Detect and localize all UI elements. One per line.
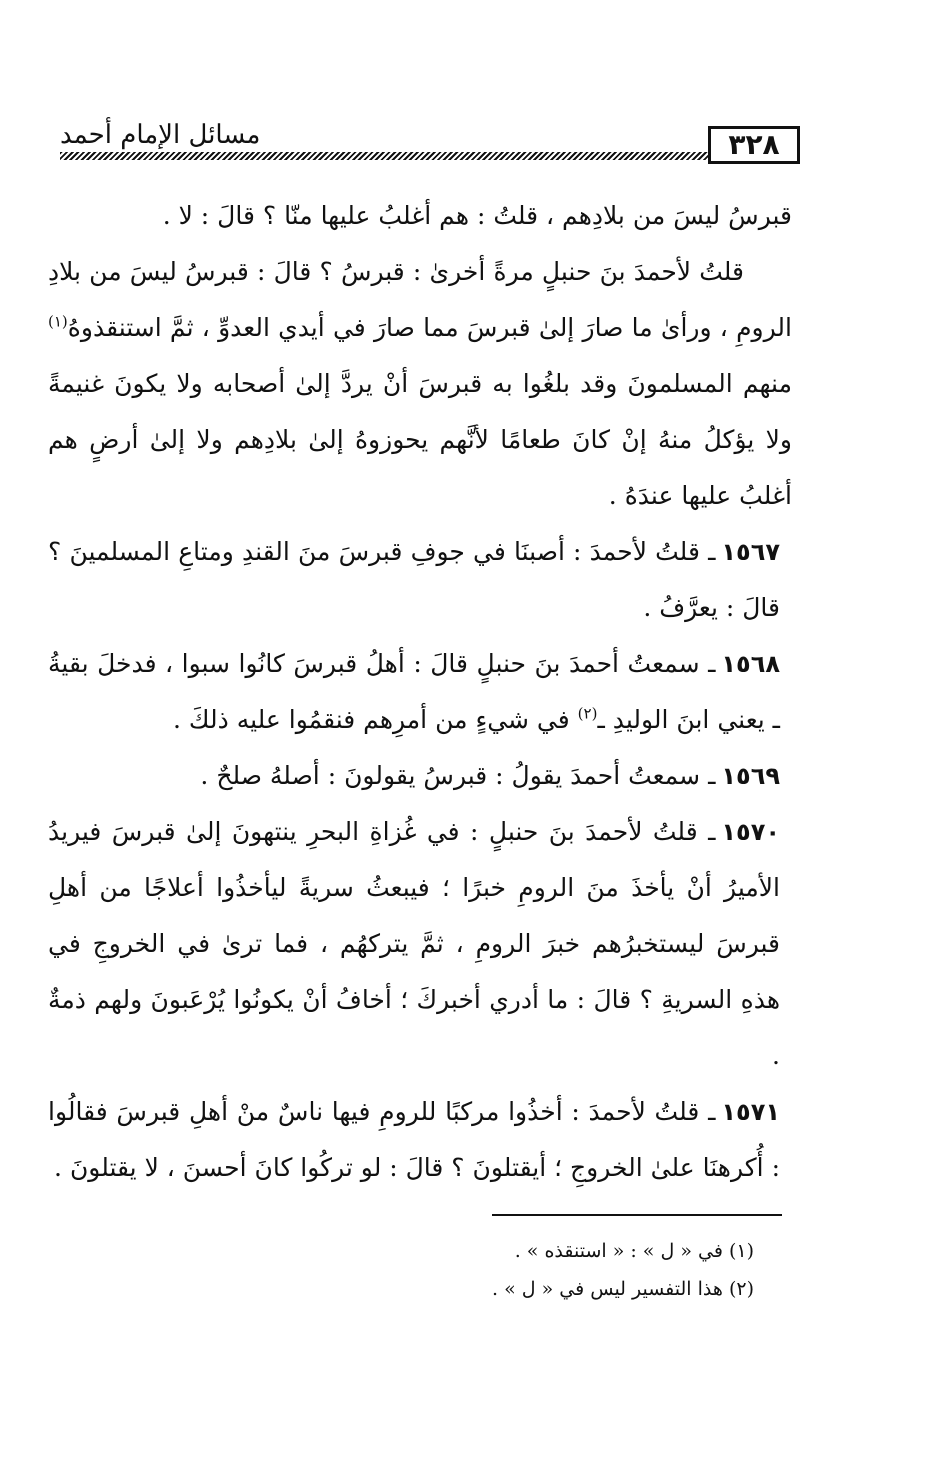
issue-paragraph: ١٥٦٨ـ سمعتُ أحمدَ بنَ حنبلٍ قالَ : أهلُ قبرسَ كانُوا سبوا ، فدخلَ بقيةُ ـ يعني ابنَ الوليدِ ـ$^{(٢)}$ في شيءٍ من أمرِهم فنقمُوا عليه ذلكَ .: [48, 649, 780, 734]
issue-number: ١٥٦٨: [721, 650, 780, 678]
paragraph-text: قلتُ لأحمدَ : أصبنَا في جوفِ قبرسَ منَ القندِ ومتاعِ المسلمينَ ؟ قالَ : يعرَّفُ .: [48, 537, 780, 622]
footnote: (١) في « ل » : « استنقذه » .: [514, 1240, 754, 1262]
footnote-marker: (٢): [577, 704, 598, 723]
paragraph-text: سمعتُ أحمدَ بنَ حنبلٍ قالَ : أهلُ قبرسَ كانُوا سبوا ، فدخلَ بقيةُ ـ يعني ابنَ الوليدِ ـ: [48, 649, 780, 734]
issue-number: ١٥٦٩: [721, 762, 780, 790]
paragraph-text: قلتُ لأحمدَ : أخذُوا مركبًا للرومِ فيها ناسٌ منْ أهلِ قبرسَ فقالُوا : أُكرهنَا علىٰ الخروجِ ؛ أيقتلونَ ؟ قالَ : لو تركُوا كانَ أحسنَ ، لا يقتلونَ .: [48, 1097, 780, 1182]
footnote-marker: (١): [48, 312, 68, 331]
page-body: [48, 188, 792, 1196]
footnote: (٢) هذا التفسير ليس في « ل » .: [492, 1278, 754, 1300]
header-rule: [60, 152, 708, 160]
paragraph-text: سمعتُ أحمدَ يقولُ : قبرسُ يقولونَ : أصلهُ صلحٌ .: [200, 761, 701, 790]
paragraph-text: في شيءٍ من أمرِهم فنقمُوا عليه ذلكَ .: [173, 705, 578, 734]
running-title: مسائل الإمام أحمد: [60, 120, 261, 150]
page-number: ٣٢٨: [708, 126, 800, 164]
footnote-rule: [492, 1214, 782, 1216]
paragraph-text: منهم المسلمونَ وقد بلغُوا به قبرسَ أنْ يردَّ إلىٰ أصحابه ولا يكونَ غنيمةً ولا يؤكلُ منهُ إنْ كانَ طعامًا لأنَّهم يحوزوهُ إلىٰ بلادِهم ولا إلىٰ أرضٍ هم أغلبُ عليها عندَهُ .: [48, 369, 792, 510]
paragraph: [48, 244, 792, 524]
page-header: [60, 112, 800, 172]
issue-paragraph: ١٥٦٧ـ قلتُ لأحمدَ : أصبنَا في جوفِ قبرسَ منَ القندِ ومتاعِ المسلمينَ ؟ قالَ : يعرَّفُ .: [48, 537, 780, 622]
issue-number: ١٥٧٠: [721, 818, 780, 846]
issue-number: ١٥٦٧: [721, 538, 780, 566]
paragraph-text: قلتُ لأحمدَ بنَ حنبلٍ مرةً أخرىٰ : قبرسُ ؟ قالَ : قبرسُ ليسَ من بلادِ الرومِ ، ورأىٰ ما صارَ إلىٰ قبرسَ مما صارَ في أيدي العدوِّ ، ثمَّ استنقذوهُ: [48, 257, 792, 342]
paragraph-text: قلتُ لأحمدَ بنَ حنبلٍ : في غُزاةِ البحرِ ينتهونَ إلىٰ قبرسَ فيريدُ الأميرُ أنْ يأخذَ منَ الرومِ خبرًا ؛ فيبعثُ سريةً ليأخذُوا أعلاجًا من أهلِ قبرسَ ليستخبرُهم خبرَ الرومِ ، ثمَّ يتركهُم ، فما ترىٰ في الخروجِ في هذهِ السريةِ ؟ قالَ : ما أدري أخبركَ ؛ أخافُ أنْ يكونُوا يُرْعَبونَ ولهم ذمةٌ .: [48, 817, 780, 1070]
issue-paragraph: ١٥٦٩ـ سمعتُ أحمدَ يقولُ : قبرسُ يقولونَ : أصلهُ صلحٌ .: [200, 761, 780, 790]
paragraph: [48, 188, 792, 244]
issue-paragraph: ١٥٧٠ـ قلتُ لأحمدَ بنَ حنبلٍ : في غُزاةِ البحرِ ينتهونَ إلىٰ قبرسَ فيريدُ الأميرُ أنْ يأخذَ منَ الرومِ خبرًا ؛ فيبعثُ سريةً ليأخذُوا أعلاجًا من أهلِ قبرسَ ليستخبرُهم خبرَ الرومِ ، ثمَّ يتركهُم ، فما ترىٰ في الخروجِ في هذهِ السريةِ ؟ قالَ : ما أدري أخبركَ ؛ أخافُ أنْ يكونُوا يُرْعَبونَ ولهم ذمةٌ .: [48, 817, 780, 1070]
paragraph-text: قبرسُ ليسَ من بلادِهم ، قلتُ : هم أغلبُ عليها منّا ؟ قالَ : لا .: [162, 201, 792, 230]
footnotes: [334, 1232, 754, 1308]
issue-paragraph: ١٥٧١ـ قلتُ لأحمدَ : أخذُوا مركبًا للرومِ فيها ناسٌ منْ أهلِ قبرسَ فقالُوا : أُكرهنَا علىٰ الخروجِ ؛ أيقتلونَ ؟ قالَ : لو تركُوا كانَ أحسنَ ، لا يقتلونَ .: [48, 1097, 780, 1182]
issue-number: ١٥٧١: [721, 1098, 780, 1126]
